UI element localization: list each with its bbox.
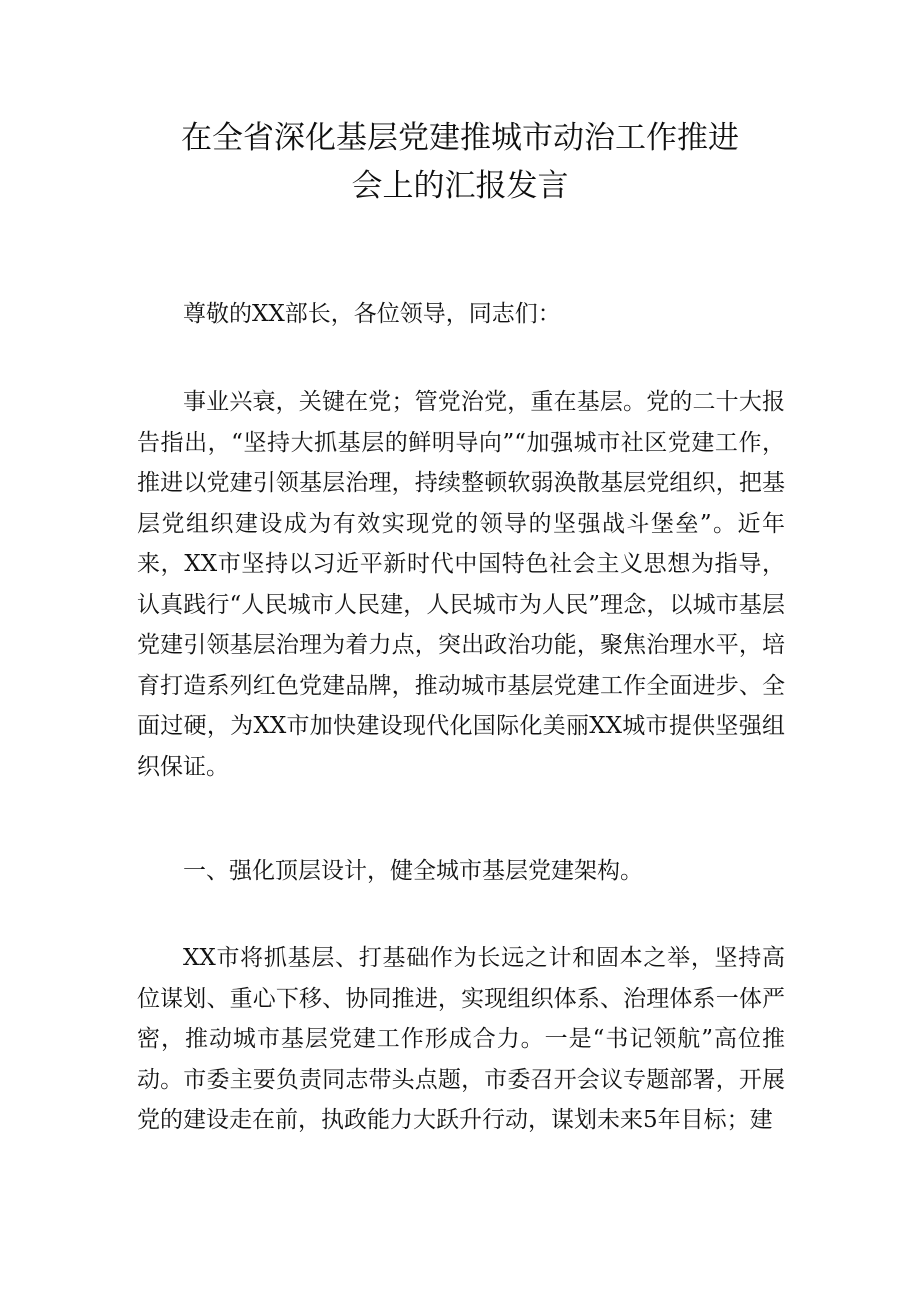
paragraph-1: 事业兴衰，关键在党；管党治党，重在基层。党的二十大报告指出，“坚持大抓基层的鲜明导向”“加强城市社区党建工作，推进以党建引领基层治理，持续整顿软弱涣散基层党组织，把基层党组织建设成为有效实现党的领导的坚强战斗堡垒”。近年来，XX市坚持以习近平新时代中国特色社会主义思想为指导，认真践行“人民城市人民建，人民城市为人民”理念，以城市基层党建引领基层治理为着力点，突出政治功能，聚焦治理水平，培育打造系列红色党建品牌，推动城市基层党建工作全面进步、全面过硬，为XX市加快建设现代化国际化美丽XX城市提供坚强组织保证。 [137, 389, 785, 780]
title-line-2: 会上的汇报发言 [351, 168, 569, 204]
salutation-block [137, 294, 785, 335]
section-heading-1: 一、强化顶层设计，健全城市基层党建架构。 [183, 858, 643, 884]
paragraph-1-block [137, 382, 785, 787]
section-heading-block [137, 851, 785, 892]
title-line-1: 在全省深化基层党建推城市动治工作推进 [181, 120, 739, 156]
paragraph-2-block [137, 938, 785, 1141]
salutation: 尊敬的XX部长，各位领导，同志们： [183, 301, 561, 327]
paragraph-2: XX市将抓基层、打基础作为长远之计和固本之举，坚持高位谋划、重心下移、协同推进，实现组织体系、治理体系一体严密，推动城市基层党建工作形成合力。一是“书记领航”高位推动。市委主要负责同志带头点题，市委召开会议专题部署，开展党的建设走在前，执政能力大跃升行动，谋划未来5年目标；建 [137, 945, 785, 1133]
document-title [100, 114, 820, 210]
